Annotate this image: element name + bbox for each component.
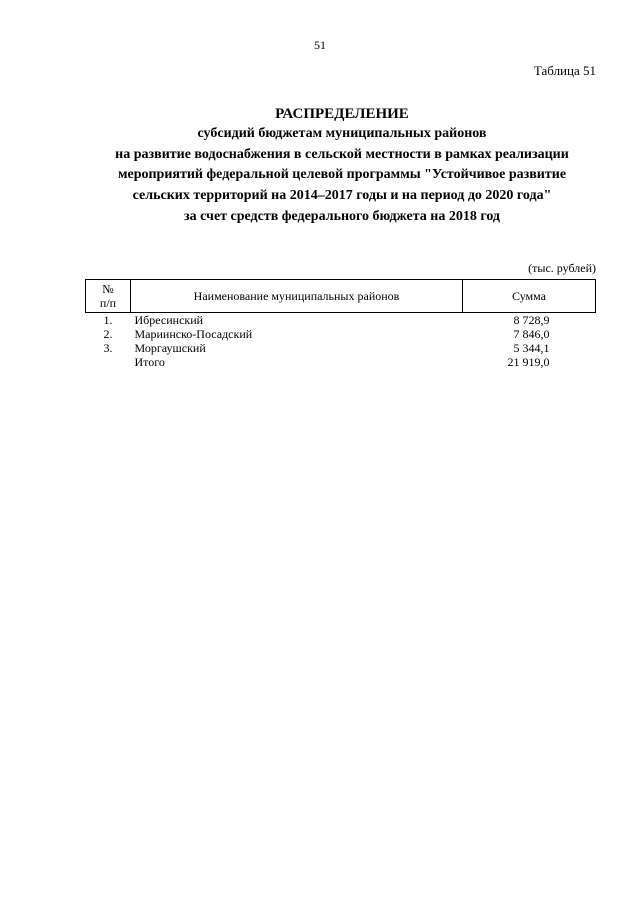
units-label: (тыс. рублей) xyxy=(528,261,596,275)
title-line: за счет средств федерального бюджета на 2018 год xyxy=(183,208,501,224)
row-district-name: Мариинско-Посадский xyxy=(134,327,253,341)
header-name: Наименование муниципальных районов xyxy=(131,280,463,313)
title-main: РАСПРЕДЕЛЕНИЕ xyxy=(275,106,409,122)
header-number-abbr: п/п xyxy=(99,296,117,310)
total-row-number xyxy=(86,355,131,369)
row-sum: 8 728,9 xyxy=(513,313,550,327)
row-district-name: Моргаушский xyxy=(134,341,206,355)
table-row xyxy=(86,313,596,328)
header-number xyxy=(86,280,131,313)
total-sum: 21 919,0 xyxy=(507,355,550,369)
title-line: на развитие водоснабжения в сельской местности в рамках реализации xyxy=(115,146,569,162)
row-number: 1. xyxy=(103,313,113,327)
row-sum: 7 846,0 xyxy=(513,327,550,341)
table-header-row xyxy=(86,280,596,313)
title-block xyxy=(60,104,624,228)
title-line: мероприятий федеральной целевой программы "Устойчивое развитие xyxy=(117,167,567,183)
title-line: сельских территорий на 2014–2017 годы и на период до 2020 года" xyxy=(132,188,552,204)
total-label: Итого xyxy=(134,355,165,369)
title-line: субсидий бюджетам муниципальных районов xyxy=(197,126,487,141)
header-sum: Сумма xyxy=(463,280,596,313)
subsidy-table xyxy=(85,279,596,369)
table-row xyxy=(86,327,596,341)
row-number: 2. xyxy=(103,327,113,341)
header-number-sign: № xyxy=(102,282,114,296)
table-row xyxy=(86,341,596,355)
row-sum: 5 344,1 xyxy=(513,341,550,355)
page-number: 51 xyxy=(314,38,326,52)
table-label: Таблица 51 xyxy=(533,63,596,78)
total-row xyxy=(86,355,596,369)
row-district-name: Ибресинский xyxy=(134,313,204,327)
row-number: 3. xyxy=(103,341,113,355)
